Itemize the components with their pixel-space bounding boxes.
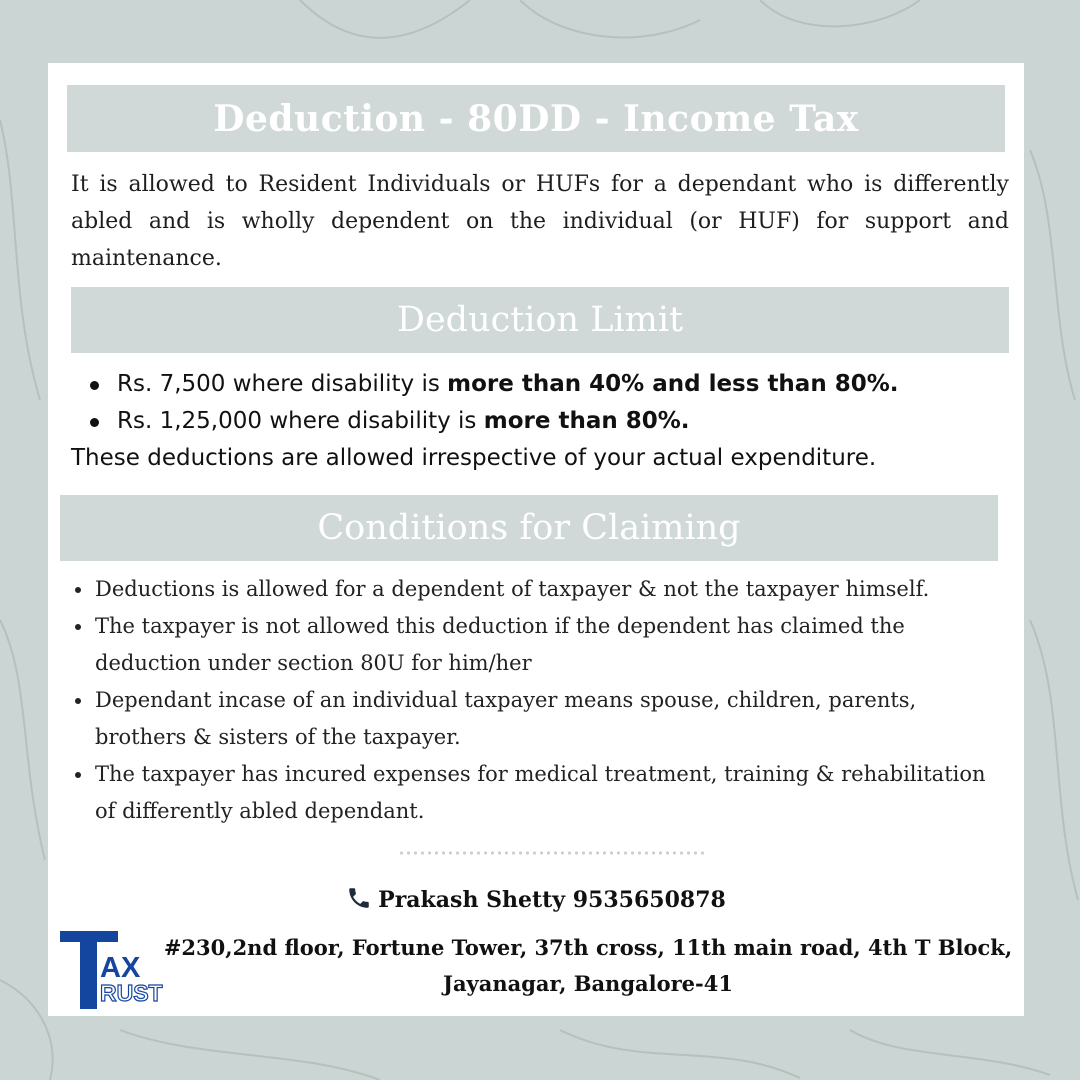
bullet-icon [75, 772, 81, 778]
logo-text-rust: RUST [100, 980, 163, 1006]
section-heading-deduction-limit: Deduction Limit [71, 287, 1009, 353]
bullet-icon [75, 698, 81, 704]
address-line-2: Jayanagar, Bangalore-41 [443, 971, 733, 996]
limit-text: Rs. 7,500 where disability is [117, 371, 448, 397]
logo-text-ax: AX [100, 952, 141, 984]
bullet-icon [90, 381, 99, 390]
condition-text: The taxpayer is not allowed this deduction if the dependent has claimed the deduction under section 80U for him/her [95, 614, 905, 675]
limit-text: Rs. 1,25,000 where disability is [117, 408, 484, 434]
conditions-list [70, 571, 1010, 830]
limit-note: These deductions are allowed irrespective of your actual expenditure. [71, 445, 877, 471]
taxtrust-logo [60, 931, 175, 1009]
condition-text: Deductions is allowed for a dependent of taxpayer & not the taxpayer himself. [95, 577, 930, 601]
content-card [48, 63, 1024, 1016]
bullet-icon [75, 587, 81, 593]
phone-icon [346, 885, 372, 911]
intro-paragraph: It is allowed to Resident Individuals or HUFs for a dependant who is differently abled and is wholly dependent on the individual (or HUF) for support and maintenance. [71, 172, 1009, 271]
list-item [70, 756, 1010, 830]
bullet-icon [90, 418, 99, 427]
limit-emphasis: more than 40% and less than 80%. [447, 371, 899, 397]
deduction-limit-list [71, 366, 1021, 477]
list-item [71, 366, 1021, 403]
condition-text: Dependant incase of an individual taxpayer means spouse, children, parents, brothers & sisters of the taxpayer. [95, 688, 917, 749]
bullet-icon [75, 624, 81, 630]
section-heading-conditions: Conditions for Claiming [60, 495, 998, 561]
condition-text: The taxpayer has incured expenses for medical treatment, training & rehabilitation of differently abled dependant. [95, 762, 986, 823]
page-title: Deduction - 80DD - Income Tax [67, 85, 1005, 152]
dotted-divider [398, 851, 706, 855]
contact-line [48, 885, 1024, 913]
list-item [71, 403, 1021, 440]
address-line-1: #230,2nd floor, Fortune Tower, 37th cross, 11th main road, 4th T Block, [163, 935, 1013, 960]
list-item [70, 608, 1010, 682]
list-item [70, 571, 1010, 608]
limit-emphasis: more than 80%. [483, 408, 690, 434]
list-item [70, 682, 1010, 756]
contact-name-phone: Prakash Shetty 9535650878 [378, 887, 726, 913]
address-block [158, 930, 1018, 1002]
